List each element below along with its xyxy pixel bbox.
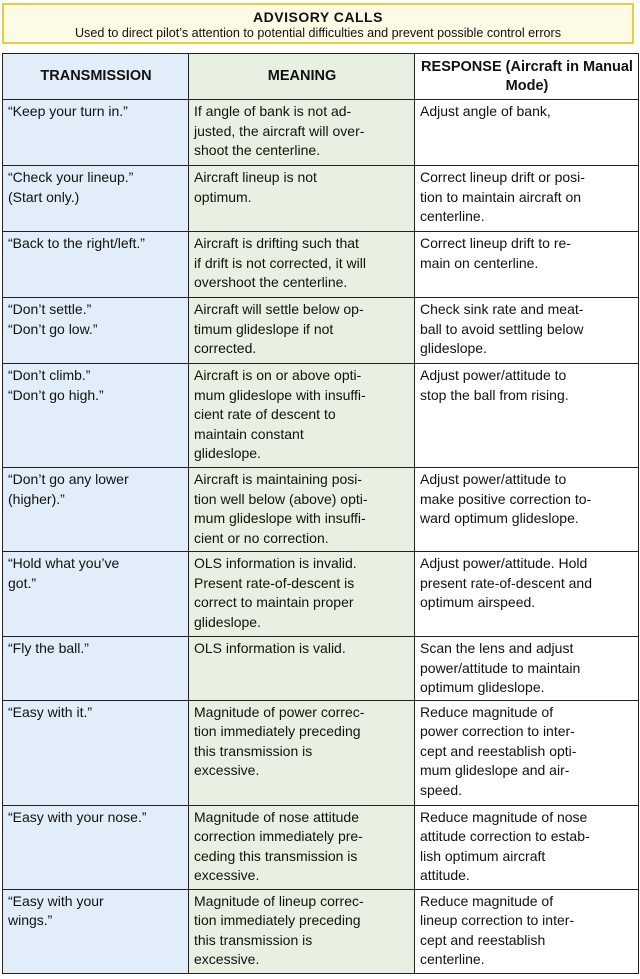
cell-text-line: Correct lineup drift to re- bbox=[420, 235, 571, 251]
table-row bbox=[3, 468, 639, 552]
cell-text-line: centerline. bbox=[420, 951, 485, 967]
cell-text-line: Check sink rate and meat- bbox=[420, 301, 584, 317]
cell-text-line: corrected. bbox=[194, 340, 257, 356]
cell-text-line: (higher).” bbox=[8, 490, 65, 507]
cell-text-line: optimum. bbox=[194, 188, 252, 205]
cell-text-line: ceding this transmission is bbox=[194, 847, 358, 864]
table-row bbox=[3, 232, 639, 298]
cell-text-line: this transmission is bbox=[194, 931, 313, 948]
cell-text-line: Scan the lens and adjust bbox=[420, 640, 574, 656]
advisory-calls-table bbox=[2, 53, 639, 974]
cell-text-line: Aircraft is drifting such that bbox=[194, 235, 359, 251]
transmission-cell bbox=[3, 889, 189, 973]
cell-text-line: Reduce magnitude of bbox=[420, 892, 554, 909]
cell-text-line: present rate-of-descent and bbox=[420, 574, 592, 591]
table-header-row bbox=[3, 54, 639, 100]
cell-text-line: (Start only.) bbox=[8, 188, 80, 205]
cell-text-line: excessive. bbox=[194, 951, 260, 967]
response-cell bbox=[415, 700, 639, 805]
cell-text-line: Adjust power/attitude. Hold bbox=[420, 555, 588, 571]
response-cell bbox=[415, 468, 639, 552]
transmission-cell bbox=[3, 805, 189, 889]
response-cell bbox=[415, 637, 639, 701]
meaning-cell bbox=[189, 232, 415, 298]
cell-text-line: cient rate of descent to bbox=[194, 406, 336, 422]
table-row bbox=[3, 100, 639, 166]
response-cell bbox=[415, 298, 639, 364]
cell-text-line: attitude correction to estab- bbox=[420, 828, 590, 844]
cell-text-line: “Keep your turn in.” bbox=[8, 103, 128, 119]
cell-text-line: overshoot the centerline. bbox=[194, 274, 348, 290]
cell-text-line: got.” bbox=[8, 574, 37, 591]
cell-text-line: Adjust power/attitude to bbox=[420, 367, 567, 383]
cell-text-line: justed, the aircraft will over- bbox=[194, 122, 365, 139]
response-cell bbox=[415, 805, 639, 889]
cell-text-line: lish optimum aircraft bbox=[420, 847, 546, 864]
cell-text-line: “Don’t climb.” bbox=[8, 367, 91, 383]
transmission-cell bbox=[3, 364, 189, 468]
transmission-cell bbox=[3, 298, 189, 364]
response-cell bbox=[415, 166, 639, 232]
cell-text-line: “Back to the right/left.” bbox=[8, 235, 145, 251]
cell-text-line: lineup correction to inter- bbox=[420, 912, 575, 928]
cell-text-line: OLS information is valid. bbox=[194, 640, 346, 656]
transmission-cell bbox=[3, 232, 189, 298]
cell-text-line: stop the ball from rising. bbox=[420, 386, 569, 403]
cell-text-line: Magnitude of lineup correc- bbox=[194, 892, 364, 909]
cell-text-line: wings.” bbox=[8, 912, 53, 928]
meaning-cell bbox=[189, 889, 415, 973]
cell-text-line: “Fly the ball.” bbox=[8, 640, 89, 656]
cell-text-line: mum glideslope with insuffi- bbox=[194, 510, 366, 526]
meaning-cell bbox=[189, 700, 415, 805]
response-cell bbox=[415, 552, 639, 637]
cell-text-line: optimum glideslope. bbox=[420, 679, 545, 695]
cell-text-line: Correct lineup drift or posi- bbox=[420, 169, 585, 185]
page-title: ADVISORY CALLS bbox=[253, 9, 383, 25]
cell-text-line: “Check your lineup.” bbox=[8, 169, 134, 185]
cell-text-line: tion well below (above) opti- bbox=[194, 490, 368, 507]
cell-text-line: Aircraft is maintaining posi- bbox=[194, 471, 363, 487]
meaning-cell bbox=[189, 364, 415, 468]
cell-text-line: OLS information is invalid. bbox=[194, 555, 357, 571]
cell-text-line: shoot the centerline. bbox=[194, 142, 321, 158]
meaning-cell bbox=[189, 100, 415, 166]
cell-text-line: speed. bbox=[420, 781, 463, 798]
meaning-cell bbox=[189, 805, 415, 889]
cell-text-line: cept and reestablish bbox=[420, 931, 546, 948]
column-header-meaning: MEANING bbox=[189, 54, 415, 100]
cell-text-line: optimum airspeed. bbox=[420, 594, 536, 610]
cell-text-line: Magnitude of nose attitude bbox=[194, 808, 360, 825]
cell-text-line: ball to avoid settling below bbox=[420, 320, 584, 337]
cell-text-line: Adjust angle of bank, bbox=[420, 103, 551, 119]
cell-text-line: “Don’t go any lower bbox=[8, 471, 129, 487]
response-cell bbox=[415, 100, 639, 166]
cell-text-line: “Easy with it.” bbox=[8, 703, 93, 720]
cell-text-line: “Hold what you’ve bbox=[8, 555, 120, 571]
advisory-calls-header bbox=[2, 3, 634, 44]
transmission-cell bbox=[3, 552, 189, 637]
cell-text-line: tion immediately preceding bbox=[194, 912, 361, 928]
cell-text-line: power/attitude to maintain bbox=[420, 659, 581, 676]
cell-text-line: glideslope. bbox=[194, 613, 261, 630]
table-row bbox=[3, 637, 639, 701]
cell-text-line: excessive. bbox=[194, 762, 260, 778]
cell-text-line: glideslope. bbox=[420, 340, 487, 356]
cell-text-line: mum glideslope with insuffi- bbox=[194, 386, 366, 403]
cell-text-line: “Easy with your nose.” bbox=[8, 808, 147, 825]
cell-text-line: tion immediately preceding bbox=[194, 723, 361, 739]
table-row bbox=[3, 298, 639, 364]
table-row bbox=[3, 805, 639, 889]
meaning-cell bbox=[189, 468, 415, 552]
cell-text-line: Reduce magnitude of nose bbox=[420, 808, 588, 825]
meaning-cell bbox=[189, 166, 415, 232]
transmission-cell bbox=[3, 100, 189, 166]
cell-text-line: power correction to inter- bbox=[420, 723, 575, 739]
cell-text-line: “Don’t settle.” bbox=[8, 301, 92, 317]
cell-text-line: timum glideslope if not bbox=[194, 320, 334, 337]
cell-text-line: cept and reestablish opti- bbox=[420, 742, 577, 759]
cell-text-line: centerline. bbox=[420, 208, 485, 224]
table-row bbox=[3, 166, 639, 232]
cell-text-line: Adjust power/attitude to bbox=[420, 471, 567, 487]
cell-text-line: ward optimum glideslope. bbox=[420, 510, 579, 526]
cell-text-line: make positive correction to- bbox=[420, 490, 592, 507]
cell-text-line: correct to maintain proper bbox=[194, 594, 354, 610]
column-header-response: RESPONSE (Aircraft in Manual Mode) bbox=[415, 54, 639, 100]
meaning-cell bbox=[189, 552, 415, 637]
meaning-cell bbox=[189, 298, 415, 364]
cell-text-line: glideslope. bbox=[194, 445, 261, 461]
cell-text-line: correction immediately pre- bbox=[194, 828, 363, 844]
cell-text-line: If angle of bank is not ad- bbox=[194, 103, 352, 119]
cell-text-line: if drift is not corrected, it will bbox=[194, 254, 366, 271]
transmission-cell bbox=[3, 700, 189, 805]
cell-text-line: Aircraft lineup is not bbox=[194, 169, 317, 185]
cell-text-line: Present rate-of-descent is bbox=[194, 574, 355, 591]
meaning-cell bbox=[189, 637, 415, 701]
cell-text-line: tion to maintain aircraft on bbox=[420, 188, 582, 205]
cell-text-line: Reduce magnitude of bbox=[420, 703, 554, 720]
response-cell bbox=[415, 232, 639, 298]
cell-text-line: “Don’t go high.” bbox=[8, 386, 104, 403]
cell-text-line: this transmission is bbox=[194, 742, 313, 759]
transmission-cell bbox=[3, 166, 189, 232]
page-subtitle: Used to direct pilot’s attention to potential difficulties and prevent possible control errors bbox=[74, 26, 562, 40]
cell-text-line: “Don’t go low.” bbox=[8, 320, 98, 337]
cell-text-line: attitude. bbox=[420, 867, 470, 883]
table-row bbox=[3, 700, 639, 805]
table-row bbox=[3, 552, 639, 637]
cell-text-line: “Easy with your bbox=[8, 892, 104, 909]
cell-text-line: maintain constant bbox=[194, 425, 304, 442]
cell-text-line: main on centerline. bbox=[420, 254, 539, 271]
column-header-transmission: TRANSMISSION bbox=[3, 54, 189, 100]
cell-text-line: excessive. bbox=[194, 867, 260, 883]
response-cell bbox=[415, 364, 639, 468]
cell-text-line: Magnitude of power correc- bbox=[194, 703, 365, 720]
cell-text-line: Aircraft is on or above opti- bbox=[194, 367, 362, 383]
table-row bbox=[3, 364, 639, 468]
transmission-cell bbox=[3, 468, 189, 552]
cell-text-line: Aircraft will settle below op- bbox=[194, 301, 364, 317]
cell-text-line: cient or no correction. bbox=[194, 529, 329, 546]
transmission-cell bbox=[3, 637, 189, 701]
cell-text-line: mum glideslope and air- bbox=[420, 762, 570, 778]
response-cell bbox=[415, 889, 639, 973]
table-row bbox=[3, 889, 639, 973]
